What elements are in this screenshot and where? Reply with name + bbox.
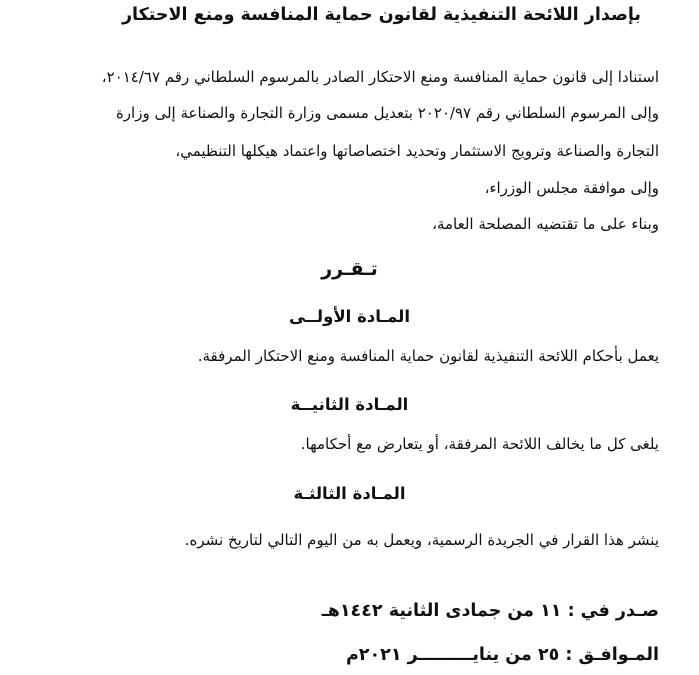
- preamble-line: وبناء على ما تقتضيه المصلحة العامة،: [432, 215, 659, 233]
- article-heading: المـادة الأولــى: [288, 307, 411, 326]
- article-text: يعمل بأحكام اللائحة التنفيذية لقانون حماية المنافسة ومنع الاحتكار المرفقة.: [197, 347, 659, 365]
- article-heading: المـادة الثانيــة: [290, 395, 409, 414]
- issued-date-hijri: صـدر في : ١١ من جمادى الثانية ١٤٤٢هـ: [321, 601, 659, 621]
- preamble-line: وإلى المرسوم السلطاني رقم ٢٠٢٠/٩٧ بتعديل مسمى وزارة التجارة والصناعة إلى وزارة: [115, 104, 659, 122]
- preamble-line: استنادا إلى قانون حماية المنافسة ومنع الاحتكار الصادر بالمرسوم السلطاني رقم ٢٠١٤/٦٧،: [101, 68, 659, 86]
- decision-heading: تـقـرر: [321, 258, 378, 280]
- document-title: بإصدار اللائحة التنفيذية لقانون حماية المنافسة ومنع الاحتكار: [121, 5, 641, 25]
- article-text: ينشر هذا القرار في الجريدة الرسمية، ويعمل به من اليوم التالي لتاريخ نشره.: [184, 531, 659, 549]
- article-heading: المـادة الثالثـة: [293, 484, 406, 503]
- preamble-line: التجارة والصناعة وترويج الاستثمار وتحديد اختصاصاتها واعتماد هيكلها التنظيمي،: [175, 142, 659, 160]
- issued-date-gregorian: المـوافـق : ٢٥ من ينايـــــــــر ٢٠٢١م: [345, 645, 659, 665]
- preamble-line: وإلى موافقة مجلس الوزراء،: [484, 179, 659, 197]
- article-text: يلغى كل ما يخالف اللائحة المرفقة، أو يتعارض مع أحكامها.: [300, 435, 659, 453]
